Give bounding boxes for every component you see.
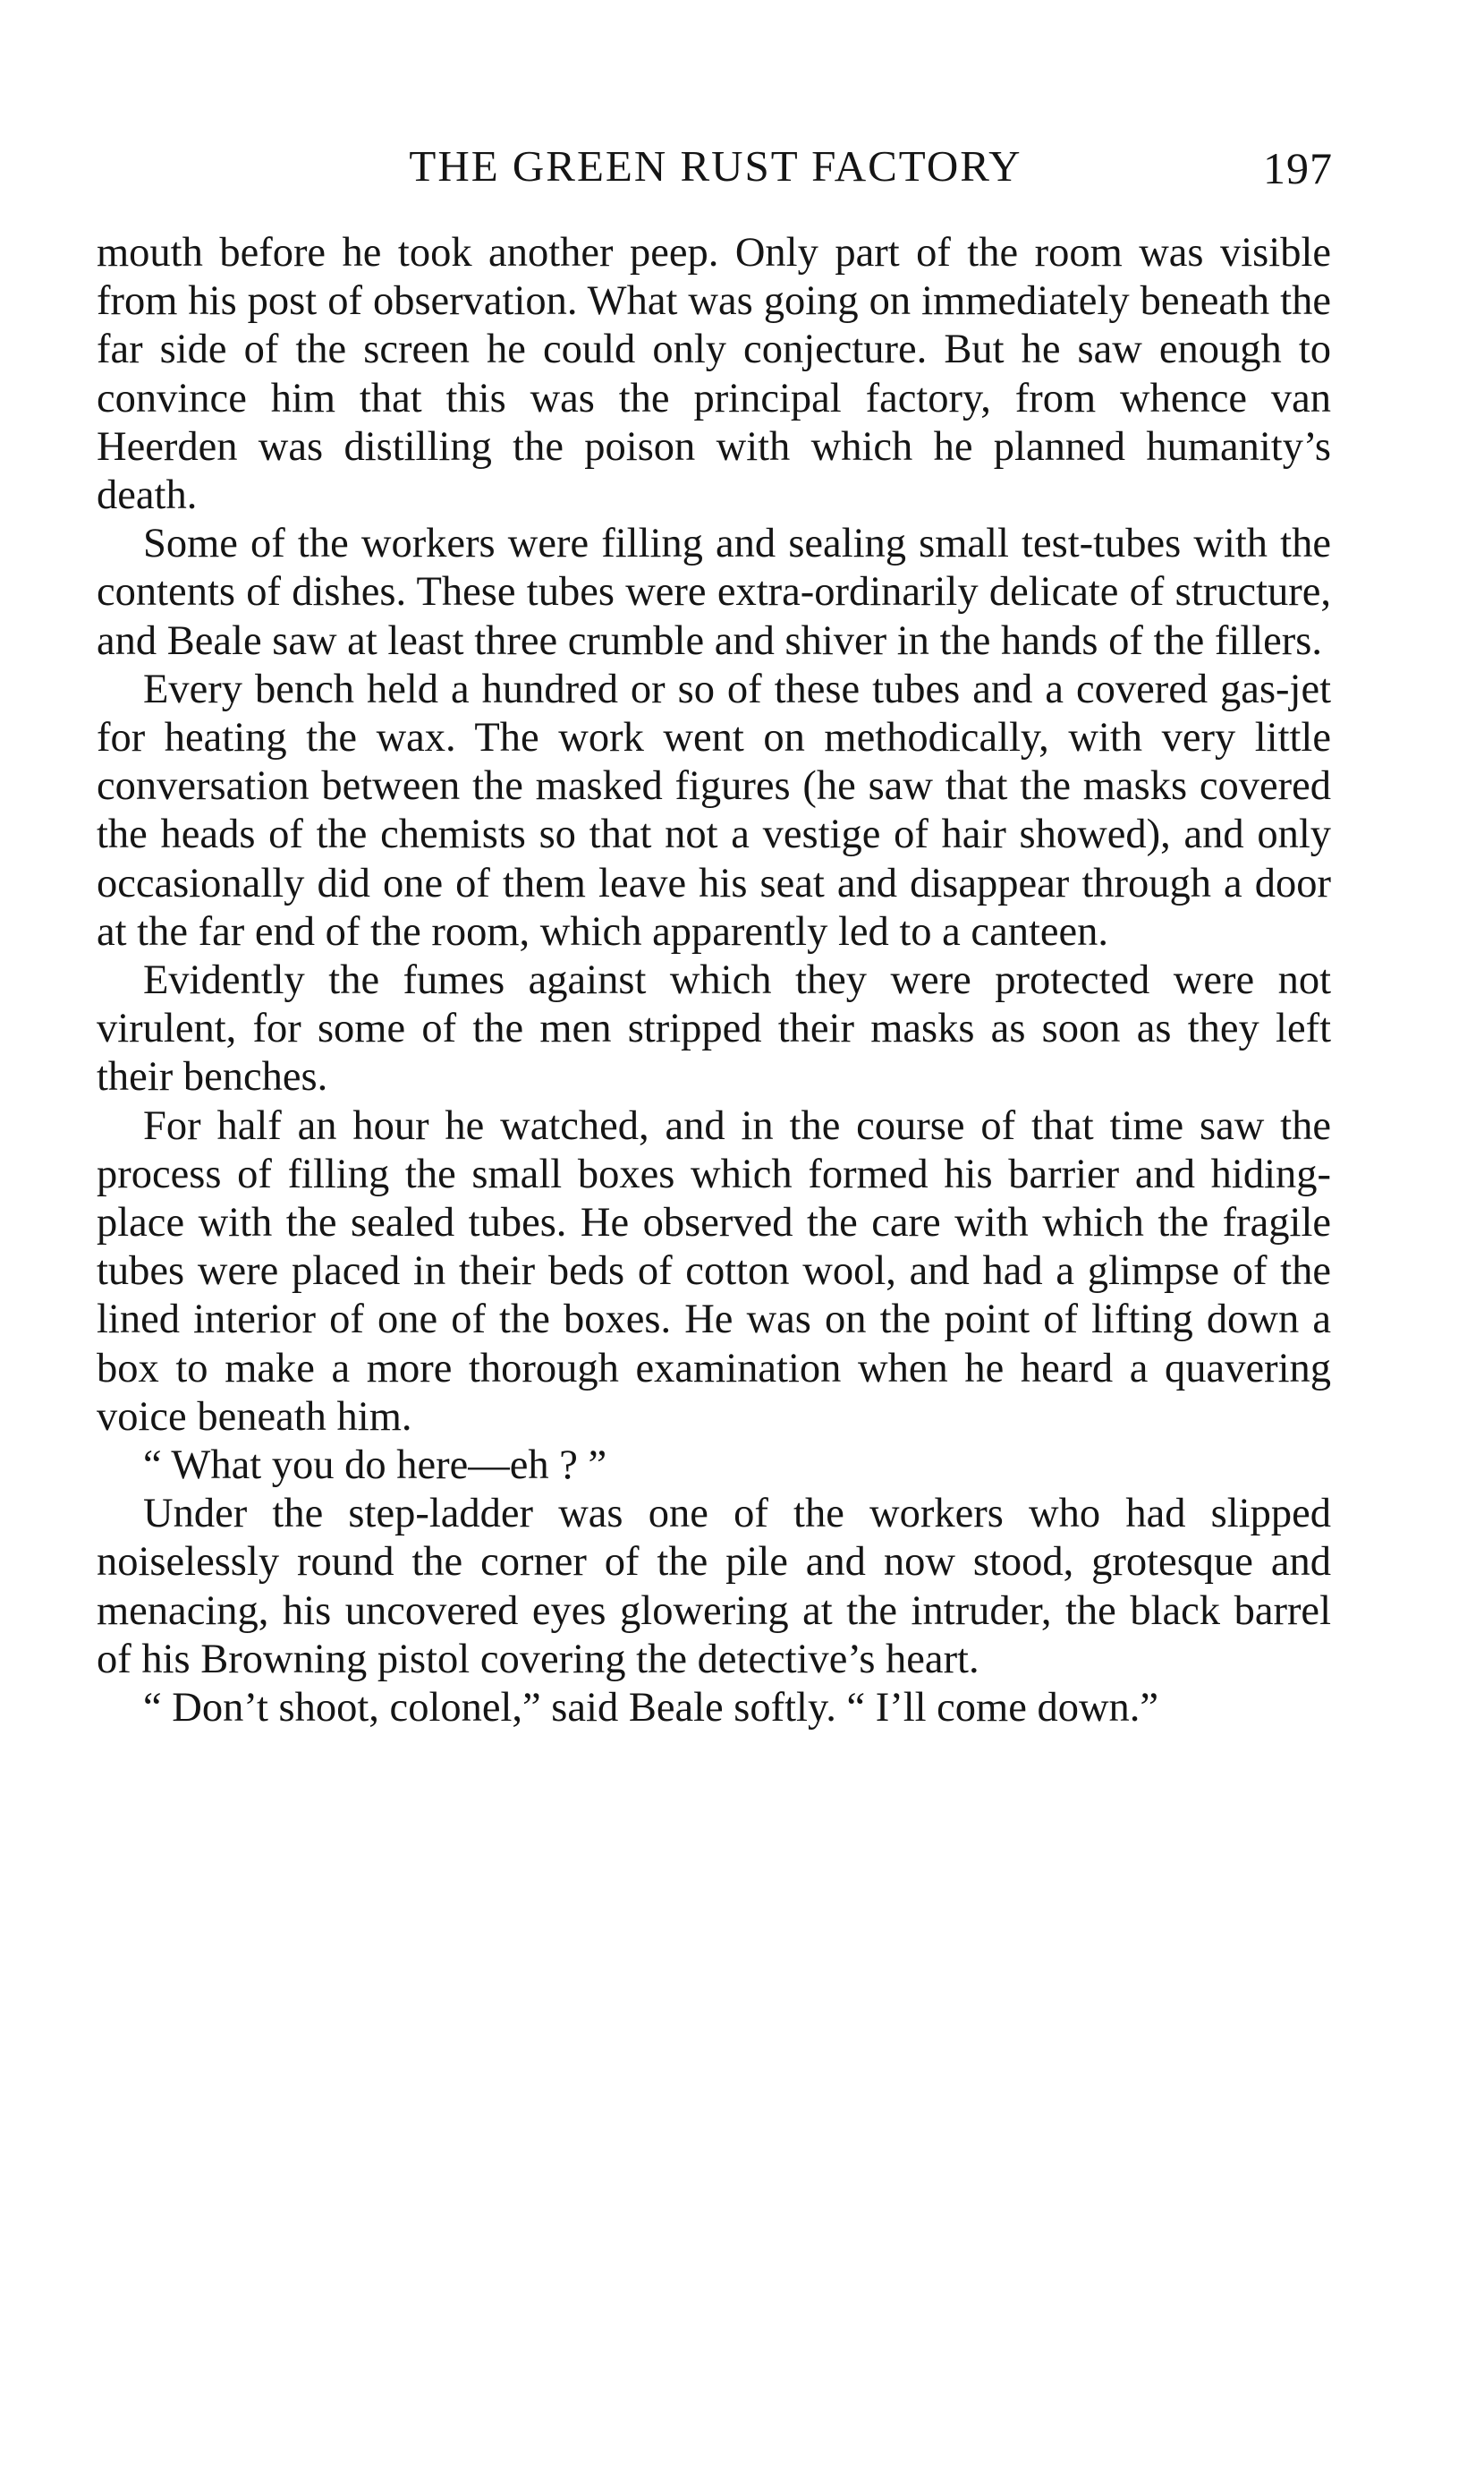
paragraph-dialogue-question: “ What you do here—eh ? ” <box>143 1442 607 1489</box>
paragraph-test-tubes: Some of the workers were filling and sealing small test-tubes with the contents of dishes. These tubes were extra-ordinarily delicate of structure, and Beale saw at least three crumble and shiver in the hands of the fillers. <box>97 521 1331 664</box>
page-number: 197 <box>1263 143 1333 193</box>
body-text <box>97 229 1331 1732</box>
paragraph-watching: For half an hour he watched, and in the course of that time saw the process of filling the small boxes which formed his barrier and hiding-place with the sealed tubes. He observed the care with which the fragile tubes were placed in their beds of cotton wool, and had a glimpse of the lined interior of one of the boxes. He was on the point of lifting down a box to make a more thorough examination when he heard a quavering voice beneath him. <box>97 1102 1331 1440</box>
chapter-title: THE GREEN RUST FACTORY <box>409 141 1022 191</box>
paragraph-fumes: Evidently the fumes against which they were protected were not virulent, for some of the men stripped their masks as soon as they left their benches. <box>97 957 1331 1101</box>
paragraph-dialogue-reply: “ Don’t shoot, colonel,” said Beale softly. “ I’ll come down.” <box>143 1685 1159 1731</box>
paragraph-continuation: mouth before he took another peep. Only part of the room was visible from his post of observation. What was going on immediately beneath the far side of the screen he could only conjecture. But he saw enough to convince him that this was the principal factory, from whence van Heerden was distilling the poison with which he planned humanity’s death. <box>97 230 1331 519</box>
paragraph-step-ladder: Under the step-ladder was one of the workers who had slipped noiselessly round the corner of the pile and now stood, grotesque and menacing, his uncovered eyes glowering at the intruder, the black barrel of his Browning pistol covering the detective’s heart. <box>97 1491 1331 1682</box>
paragraph-bench: Every bench held a hundred or so of these tubes and a covered gas-jet for heating the wax. The work went on methodically, with very little conversation between the masked figures (he saw that the masks covered the heads of the chemists so that not a vestige of hair showed), and only occasionally did one of them leave his seat and disappear through a door at the far end of the room, which apparently led to a canteen. <box>97 666 1331 955</box>
running-head <box>98 134 1333 199</box>
